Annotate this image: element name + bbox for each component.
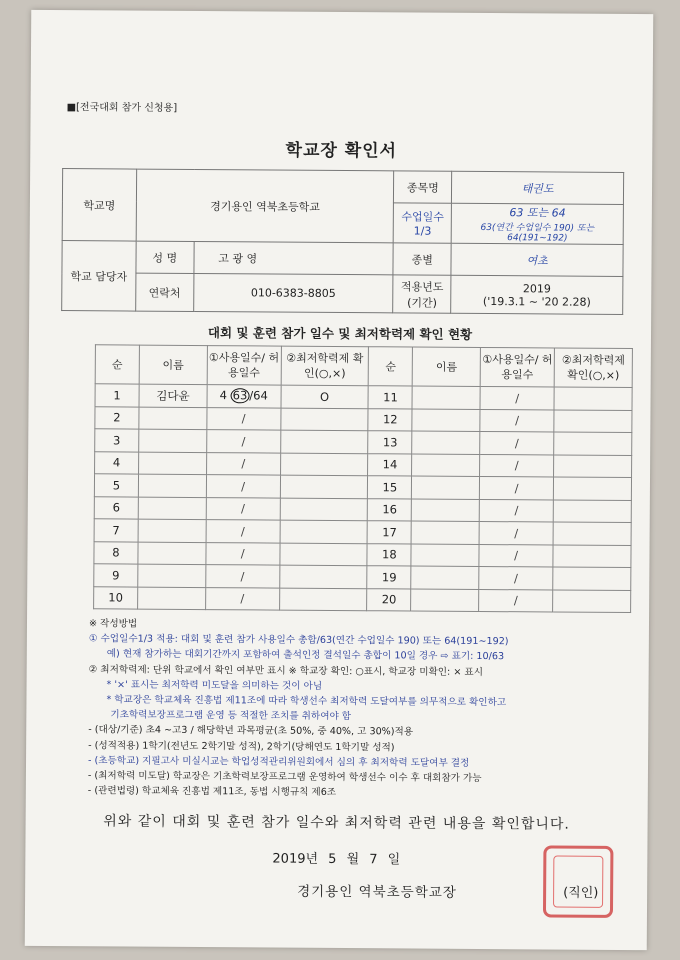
student-name	[412, 409, 480, 432]
check-cell	[554, 409, 632, 432]
check-cell	[554, 432, 632, 455]
student-name	[139, 429, 207, 452]
student-name	[411, 544, 479, 567]
check-cell	[280, 543, 368, 566]
note-item: ① 수업일수1/3 적용: 대회 및 훈련 참가 사용일수 총합/63(연간 수업일수 190) 또는 64(191~192)	[88, 633, 509, 648]
check-mark: O	[281, 385, 369, 408]
student-name	[138, 474, 206, 497]
note-item: - (초등학교) 지필고사 미실시교는 학업성적관리위원회에서 심의 후 최저학력 도달여부 결정	[87, 755, 470, 769]
note-heading: ※ 작성방법	[88, 618, 138, 630]
check-cell	[280, 498, 368, 521]
note-item: 기초학력보장프로그램 운영 등 적절한 조치를 취하여야 함	[110, 709, 352, 723]
slash-mark: /	[249, 388, 254, 403]
header-name: 이름	[139, 345, 207, 384]
slash-mark: /	[206, 452, 280, 475]
table-header-row	[95, 345, 632, 388]
row-number: 7	[94, 519, 138, 542]
row-number: 4	[95, 451, 139, 474]
note-item: * '×' 표시는 최저학력 미도달을 의미하는 것이 아님	[106, 679, 323, 692]
check-cell	[553, 522, 631, 545]
school-name: 경기용인 역북초등학교	[136, 169, 394, 243]
student-name: 김다윤	[139, 384, 207, 407]
slash-mark: /	[206, 430, 280, 453]
used-days: 4	[219, 388, 228, 403]
student-name	[411, 589, 479, 612]
check-cell	[554, 454, 632, 477]
check-cell	[553, 477, 631, 500]
year-label: 적용년도 (기간)	[393, 275, 451, 313]
slash-mark: /	[206, 475, 280, 498]
header-check: ②최저학력제 확인(○,×)	[281, 346, 369, 386]
student-name	[138, 564, 206, 587]
row-number: 10	[94, 586, 138, 609]
row-number: 1	[95, 384, 139, 407]
note-item: 예) 현재 참가하는 대회기간까지 포함하여 출석인정 결석일수 총합이 10일 경우 ⇨ 표기: 10/63	[106, 648, 505, 663]
name-label: 성 명	[136, 241, 194, 273]
row-number: 18	[367, 543, 411, 566]
circled-days: 63	[231, 388, 250, 403]
student-name	[412, 386, 480, 409]
principal-signature: 경기용인 역북초등학교장	[297, 883, 457, 901]
slash-mark: /	[205, 587, 279, 610]
row-number: 5	[94, 474, 138, 497]
student-name	[139, 407, 207, 430]
year-cell	[451, 275, 623, 314]
info-table	[61, 168, 624, 315]
year-value: 2019	[522, 281, 551, 295]
student-name	[138, 519, 206, 542]
row-number: 9	[94, 564, 138, 587]
staff-name: 고 광 영	[194, 241, 394, 274]
slash-mark: /	[480, 409, 554, 432]
header-name: 이름	[413, 347, 481, 386]
gender-value: 여초	[451, 243, 623, 276]
days-value-cell	[451, 203, 623, 244]
days-label: 수업일수 1/3	[393, 203, 451, 243]
row-number: 2	[95, 406, 139, 429]
student-name	[138, 497, 206, 520]
slash-mark: /	[479, 499, 553, 522]
student-name	[411, 566, 479, 589]
instructions	[88, 616, 649, 802]
check-cell	[553, 567, 631, 590]
slash-mark: /	[206, 520, 280, 543]
row-number: 8	[94, 541, 138, 564]
row-number: 15	[368, 476, 412, 499]
staff-label: 학교 담당자	[62, 241, 136, 312]
seal-label: (직인)	[563, 885, 599, 901]
contact-value: 010-6383-8805	[193, 273, 393, 312]
check-cell	[553, 544, 631, 567]
check-cell	[279, 588, 367, 611]
student-name	[412, 499, 480, 522]
slash-mark: /	[479, 566, 553, 589]
document-title: 학교장 확인서	[285, 140, 398, 162]
table-title: 대회 및 훈련 참가 일수 및 최저학력제 확인 현황	[207, 325, 473, 342]
slash-mark: /	[479, 544, 553, 567]
days-note: 63(연간 수업일수 190) 또는 64(191~192)	[480, 222, 595, 244]
row-number: 17	[368, 521, 412, 544]
student-name	[138, 542, 206, 565]
note-item: - (관련법령) 학교체육 진흥법 제11조, 동법 시행규칙 제6조	[87, 785, 337, 799]
slash-mark: /	[479, 589, 553, 612]
row-number: 14	[368, 453, 412, 476]
slash-mark: /	[480, 454, 554, 477]
confirmation-statement: 위와 같이 대회 및 훈련 참가 일수와 최저학력 관련 내용을 확인합니다.	[103, 813, 570, 833]
gender-label: 종별	[393, 243, 451, 275]
document-page	[25, 10, 654, 950]
note-item: - (최저학력 미도달) 학교장은 기초학력보장프로그램 운영하여 학생선수 이수 후 대회참가 가능	[87, 770, 482, 785]
issue-date: 2019년 5 월 7 일	[272, 851, 401, 868]
header-check: ②최저학력제 확인(○,×)	[554, 348, 632, 388]
row-number: 3	[95, 429, 139, 452]
check-cell	[280, 430, 368, 453]
check-cell	[280, 475, 368, 498]
slash-mark: /	[207, 407, 281, 430]
form-type-label: ■[전국대회 참가 신청용]	[66, 102, 178, 114]
check-cell	[279, 565, 367, 588]
check-cell	[280, 453, 368, 476]
student-name	[138, 587, 206, 610]
note-item: - (성적적용) 1학기(전년도 2학기말 성적), 2학기(당해연도 1학기말 성적)	[88, 739, 395, 754]
header-days: ①사용일수/ 허용일수	[207, 346, 281, 386]
check-cell	[553, 499, 631, 522]
row-number: 16	[368, 498, 412, 521]
event-label: 종목명	[394, 171, 452, 203]
row-number: 12	[368, 408, 412, 431]
check-cell	[280, 408, 368, 431]
slash-mark: /	[206, 497, 280, 520]
period-value: ('19.3.1 ~ '20 2.28)	[482, 294, 591, 309]
slash-mark: /	[479, 521, 553, 544]
days-value: 63 또는 64	[509, 206, 566, 220]
contact-label: 연락처	[136, 273, 194, 311]
student-name	[138, 452, 206, 475]
check-cell	[280, 520, 368, 543]
school-label: 학교명	[62, 169, 136, 242]
header-no: 순	[369, 347, 413, 386]
slash-mark: /	[480, 476, 554, 499]
participation-table	[93, 344, 633, 613]
slash-mark: /	[206, 565, 280, 588]
student-name	[412, 476, 480, 499]
row-number: 6	[94, 496, 138, 519]
allowed-days: 64	[253, 388, 268, 403]
student-name	[412, 454, 480, 477]
header-no: 순	[95, 345, 139, 384]
row-number: 13	[368, 431, 412, 454]
student-name	[411, 521, 479, 544]
note-item: - (대상/기준) 초4 ~고3 / 해당학년 과목평균(초 50%, 중 40%, 고 30%)적용	[88, 724, 414, 738]
row-number: 11	[368, 386, 412, 409]
row-number: 19	[367, 566, 411, 589]
days-cell	[207, 385, 281, 408]
check-cell	[554, 387, 632, 410]
note-item: ② 최저학력제: 단위 학교에서 확인 여부만 표시 ※ 학교장 확인: ○표시, 학교장 미확인: × 표시	[88, 663, 484, 678]
note-item: * 학교장은 학교체육 진흥법 제11조에 따라 학생선수 최저학력 도달여부를 의무적으로 확인하고	[106, 694, 507, 709]
header-days: ①사용일수/ 허용일수	[480, 347, 554, 387]
table-row	[94, 586, 631, 612]
event-value: 태권도	[452, 171, 624, 204]
slash-mark: /	[480, 431, 554, 454]
row-number: 20	[367, 588, 411, 611]
student-name	[412, 431, 480, 454]
slash-mark: /	[206, 542, 280, 565]
check-cell	[553, 589, 631, 612]
slash-mark: /	[480, 386, 554, 409]
